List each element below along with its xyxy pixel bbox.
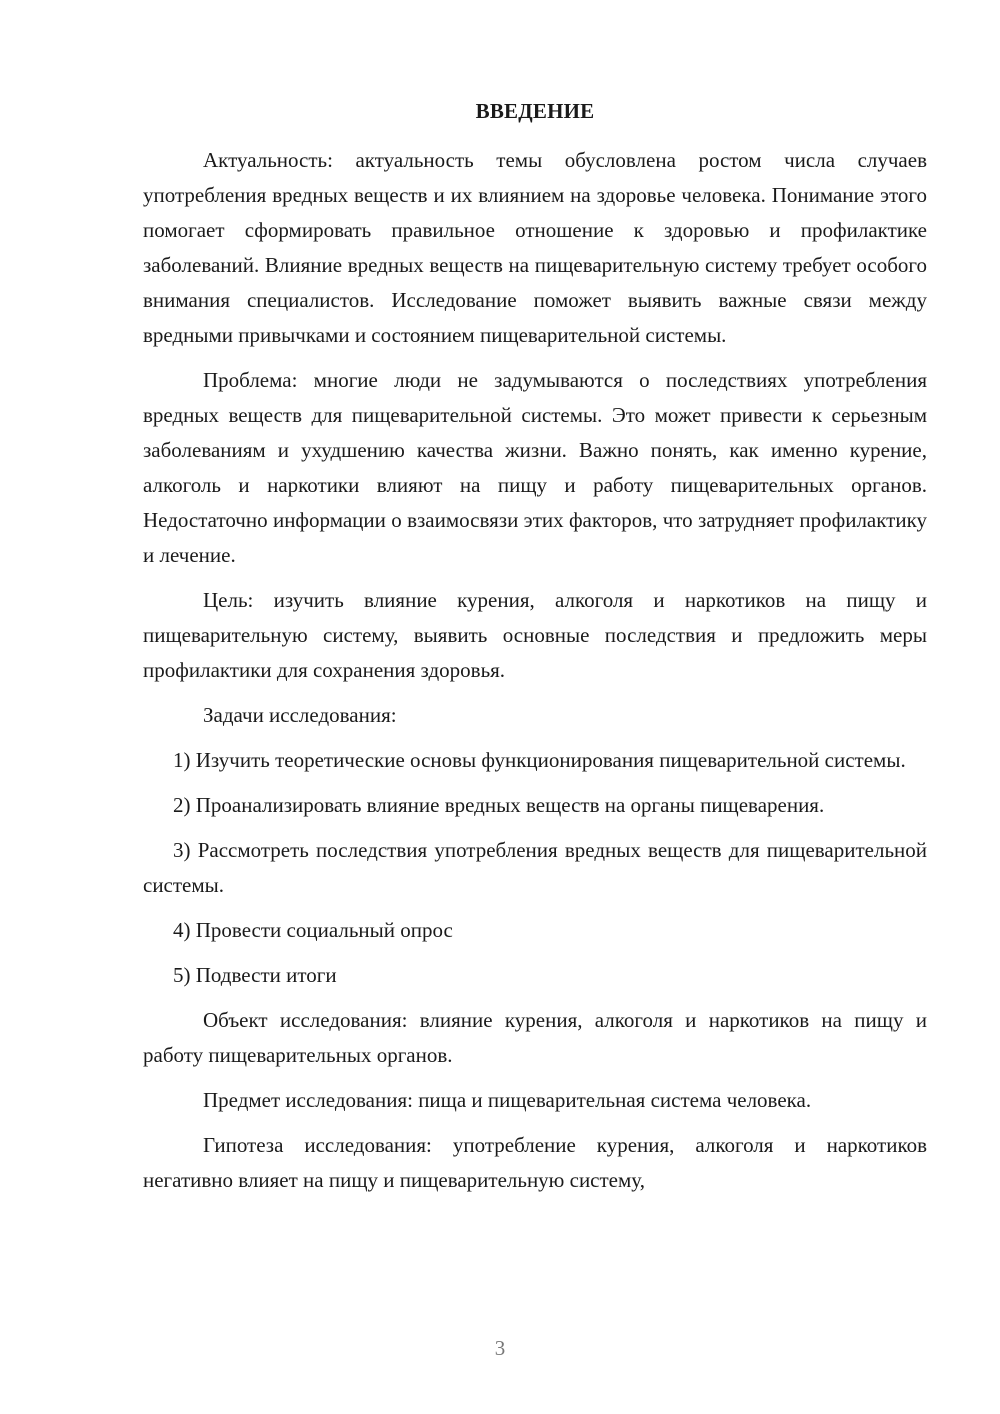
paragraph-object: Объект исследования: влияние курения, алкоголя и наркотиков на пищу и работу пищеварительных органов. xyxy=(143,1008,927,1067)
paragraph-tasks-heading: Задачи исследования: xyxy=(203,703,397,727)
page-title: ВВЕДЕНИЕ xyxy=(475,99,595,123)
task-item-5: 5) Подвести итоги xyxy=(173,963,337,987)
paragraph-subject: Предмет исследования: пища и пищеварительная система человека. xyxy=(203,1088,812,1112)
page-number: 3 xyxy=(494,1336,506,1360)
task-item-2: 2) Проанализировать влияние вредных веществ на органы пищеварения. xyxy=(173,793,825,817)
task-item-3: 3) Рассмотреть последствия употребления вредных веществ для пищеварительной системы. xyxy=(143,838,927,897)
task-item-1: 1) Изучить теоретические основы функционирования пищеварительной системы. xyxy=(173,748,906,772)
paragraph-relevance: Актуальность: актуальность темы обусловлена ростом числа случаев употребления вредных веществ и их влиянием на здоровье человека. Понимание этого помогает сформировать правильное отношение к здоровью и профилактике заболеваний. Влияние вредных веществ на пищеварительную систему требует особого внимания специалистов. Исследование поможет выявить важные связи между вредными привычками и состоянием пищеварительной системы. xyxy=(143,148,927,347)
task-item-4: 4) Провести социальный опрос xyxy=(173,918,453,942)
paragraph-goal: Цель: изучить влияние курения, алкоголя и наркотиков на пищу и пищеварительную систему, выявить основные последствия и предложить меры профилактики для сохранения здоровья. xyxy=(143,588,927,682)
document-body xyxy=(143,143,927,1198)
paragraph-hypothesis: Гипотеза исследования: употребление курения, алкоголя и наркотиков негативно влияет на пищу и пищеварительную систему, xyxy=(143,1133,927,1192)
paragraph-problem: Проблема: многие люди не задумываются о последствиях употребления вредных веществ для пищеварительной системы. Это может привести к серьезным заболеваниям и ухудшению качества жизни. Важно понять, как именно курение, алкоголь и наркотики влияют на пищу и работу пищеварительных органов. Недостаточно информации о взаимосвязи этих факторов, что затрудняет профилактику и лечение. xyxy=(143,368,927,567)
